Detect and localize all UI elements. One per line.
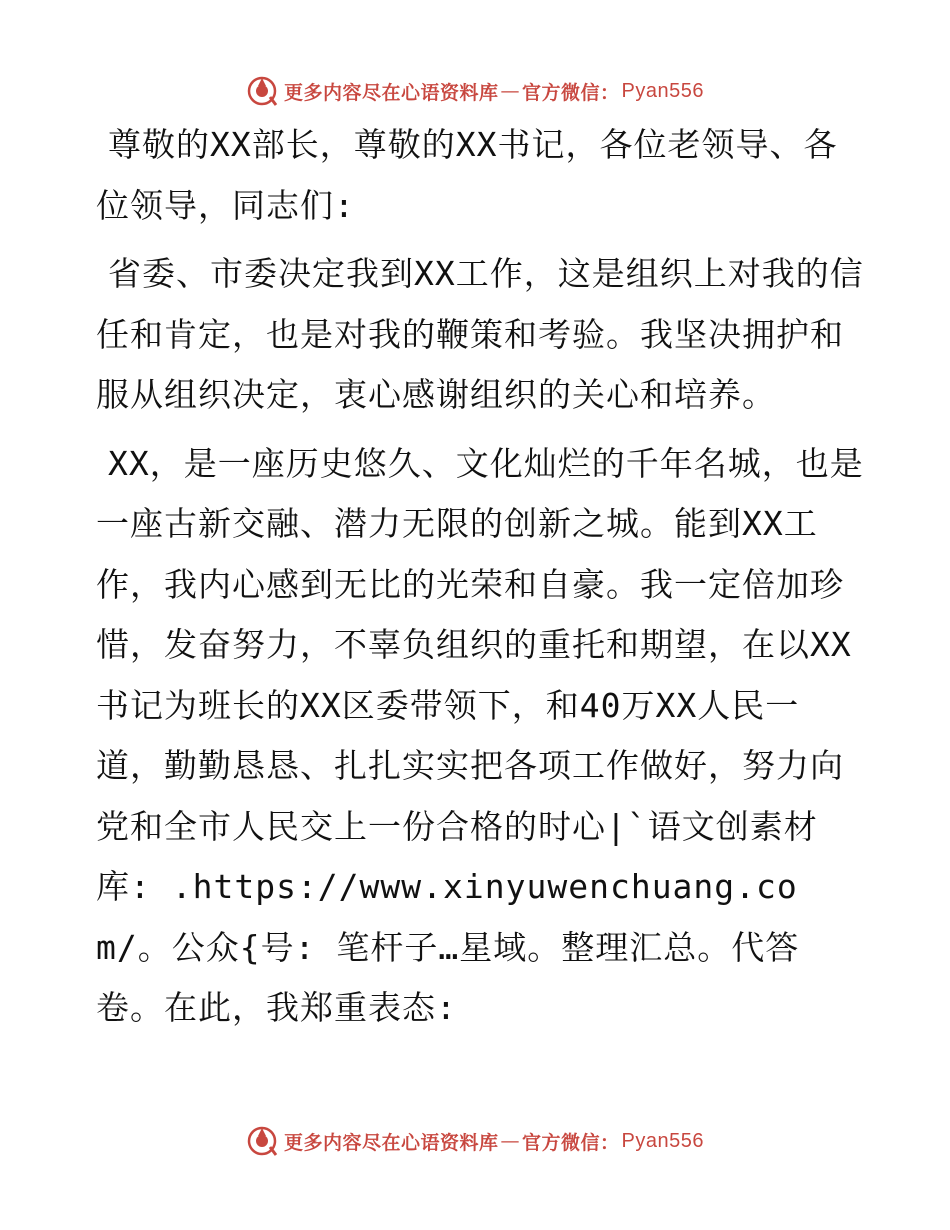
watermark-id: Pyan556 xyxy=(621,1129,704,1152)
watermark-dash: — xyxy=(500,80,521,102)
body-paragraph-2: XX，是一座历史悠久、文化灿烂的千年名城，也是一座古新交融、潜力无限的创新之城。能到XX工作，我内心感到无比的光荣和自豪。我一定倍加珍惜，发奋努力，不辜负组织的重托和期望，在以XX书记为班长的XX区委带领下，和40万XX人民一道，勤勤恳恳、扎扎实实把各项工作做好，努力向党和全市人民交上一份合格的时心|`语文创素材库: .https://www.xinyuwenchuang.com/。公众{号: 笔杆子…星域。整理汇总。代答卷。在此，我郑重表态: xyxy=(96,443,864,1027)
watermark-dash: — xyxy=(500,1130,521,1152)
watermark-text: 更多内容尽在心语资料库 xyxy=(284,1131,499,1154)
brand-logo-icon xyxy=(246,1125,278,1157)
watermark-label: 官方微信： xyxy=(522,81,620,104)
header-watermark xyxy=(0,74,950,108)
watermark-text: 更多内容尽在心语资料库 xyxy=(284,81,499,104)
body-paragraph-1: 省委、市委决定我到XX工作，这是组织上对我的信任和肯定，也是对我的鞭策和考验。我坚决拥护和服从组织决定，衷心感谢组织的关心和培养。 xyxy=(96,254,864,414)
salutation-paragraph: 尊敬的XX部长，尊敬的XX书记，各位老领导、各位领导，同志们: xyxy=(96,125,838,225)
brand-logo-icon xyxy=(246,75,278,107)
watermark-id: Pyan556 xyxy=(621,79,704,102)
document-body xyxy=(96,115,866,1039)
footer-watermark xyxy=(0,1124,950,1158)
watermark-label: 官方微信： xyxy=(522,1131,620,1154)
